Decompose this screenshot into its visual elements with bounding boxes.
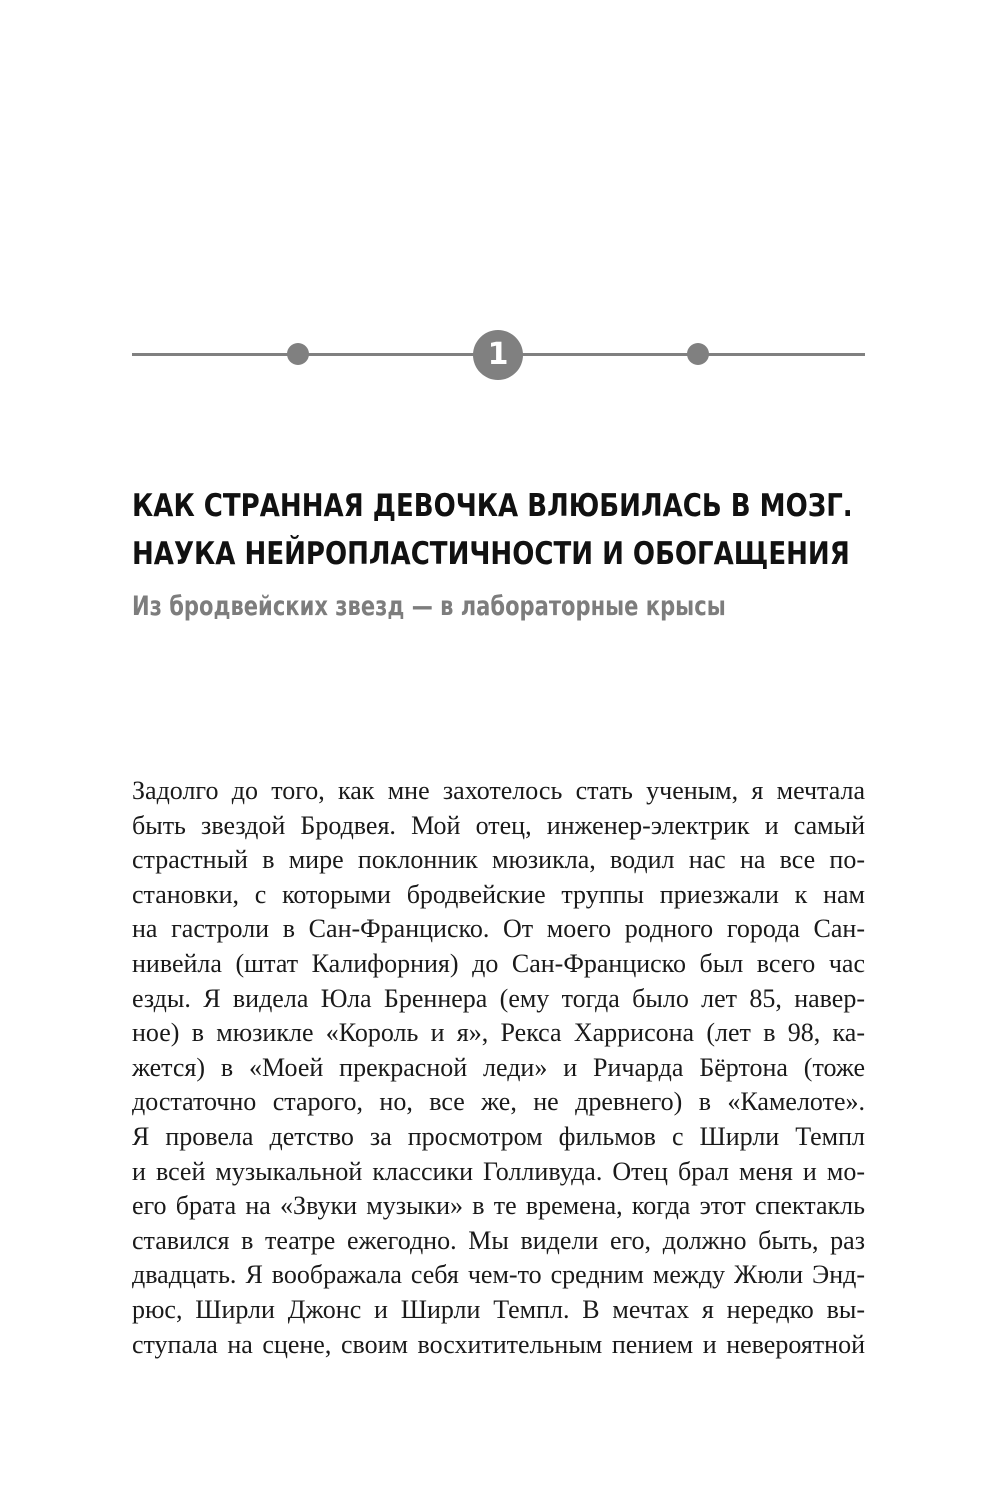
text-line: страстный в мире поклонник мюзикла, водил нас на все по- [132, 845, 865, 875]
text-line: становки, с которыми бродвейские труппы приезжали к нам [132, 879, 865, 909]
text-line: Я провела детство за просмотром фильмов с Ширли Темпл [132, 1121, 865, 1151]
ornament-dot-right [687, 343, 709, 365]
text-line: его брата на «Звуки музыки» в те времена, когда этот спектакль [132, 1191, 865, 1221]
chapter-title-line-1: КАК СТРАННАЯ ДЕВОЧКА ВЛЮБИЛАСЬ В МОЗГ. [132, 488, 853, 524]
text-line: нивейла (штат Калифорния) до Сан-Франциско был всего час [132, 948, 865, 978]
text-line: рюс, Ширли Джонс и Ширли Темпл. В мечтах я нередко вы- [132, 1294, 865, 1324]
body-paragraph [132, 774, 865, 1362]
text-line: Задолго до того, как мне захотелось стать ученым, я мечтала [132, 776, 865, 805]
text-line: ступала на сцене, своим восхитительным пением и невероятной [132, 1329, 865, 1359]
chapter-subtitle: Из бродвейских звезд — в лабораторные крысы [132, 591, 726, 622]
text-line: и всей музыкальной классики Голливуда. Отец брал меня и мо- [132, 1156, 865, 1186]
text-line: на гастроли в Сан-Франциско. От моего родного города Сан- [132, 914, 865, 944]
chapter-title-line-2: НАУКА НЕЙРОПЛАСТИЧНОСТИ И ОБОГАЩЕНИЯ [132, 536, 850, 572]
text-line: езды. Я видела Юла Бреннера (ему тогда было лет 85, навер- [132, 983, 865, 1013]
text-line: ное) в мюзикле «Король и я», Рекса Харрисона (лет в 98, ка- [132, 1018, 865, 1048]
text-line: достаточно старого, но, все же, не древнего) в «Камелоте». [132, 1087, 865, 1117]
chapter-number-badge: 1 [473, 330, 523, 380]
text-line: двадцать. Я воображала себя чем-то средним между Жюли Энд- [132, 1260, 865, 1290]
text-line: ставился в театре ежегодно. Мы видели его, должно быть, раз [132, 1225, 865, 1255]
chapter-ornament [132, 330, 865, 380]
chapter-title [132, 482, 853, 578]
text-line: жется) в «Моей прекрасной леди» и Ричарда Бёртона (тоже [132, 1052, 865, 1082]
ornament-dot-left [287, 343, 309, 365]
text-line: быть звездой Бродвея. Мой отец, инженер-электрик и самый [132, 810, 865, 840]
